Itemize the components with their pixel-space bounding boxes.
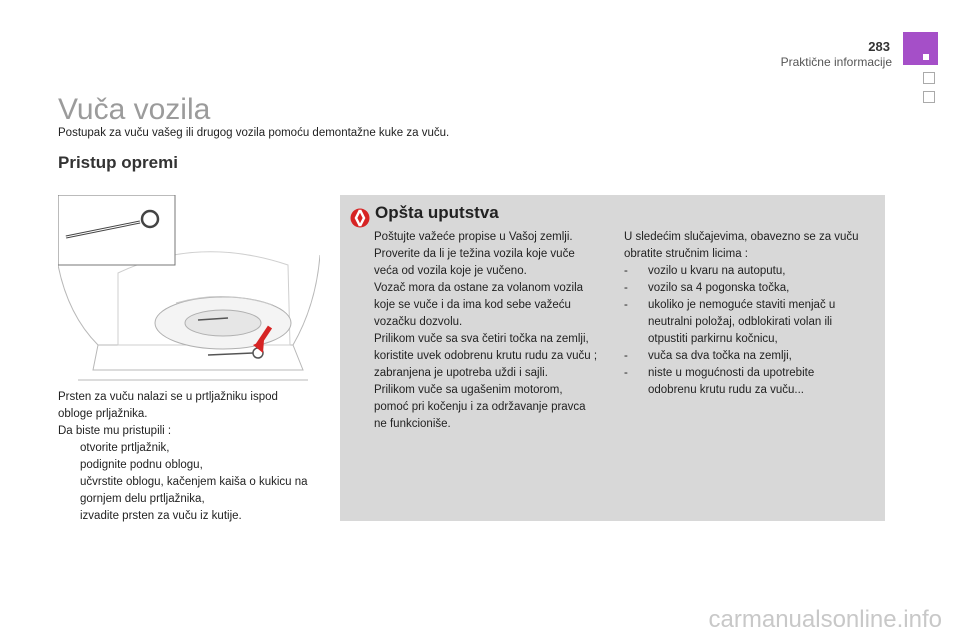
dash-marker: -: [624, 299, 628, 311]
section-heading: Pristup opremi: [58, 153, 178, 172]
page-title: Vuča vozila: [58, 93, 211, 126]
access-steps: [58, 440, 308, 525]
chapter-tab-active[interactable]: [903, 32, 938, 65]
intro-text: Postupak za vuču vašeg ili drugog vozila pomoću demontažne kuke za vuču.: [58, 127, 450, 139]
dash-marker: -: [624, 265, 628, 277]
access-lead: Da biste mu pristupili :: [58, 425, 172, 437]
list-item: - ukoliko je nemoguće staviti menjač u neutralni položaj, odblokirati volan ili otpustiti parkirnu kočnicu,: [624, 299, 836, 345]
dash-marker: -: [624, 367, 628, 379]
dash-marker: -: [624, 350, 628, 362]
panel-column-right: [624, 229, 864, 399]
instruction-text: Prilikom vuče sa ugašenim motorom, pomoć pri kočenju i za održavanje pravca ne funkcioniše.: [374, 384, 586, 430]
cases-lead: U sledećim slučajevima, obavezno se za vuču obratite stručnim licima :: [624, 231, 859, 260]
list-item: - niste u mogućnosti da upotrebite odobrenu krutu rudu za vuču...: [624, 367, 815, 396]
location-text: Prsten za vuču nalazi se u prtljažniku ispod obloge prljažnika.: [58, 391, 278, 420]
instruction-text: Prilikom vuče sa sva četiri točka na zemlji, koristite uvek odobrenu krutu rudu za vuču ; zabranjena je upotreba uždi i sajli.: [374, 333, 598, 379]
instruction-text: Vozač mora da ostane za volanom vozila koje se vuče i da ima kod sebe važeću vozačku dozvolu.: [374, 282, 584, 328]
section-label: Praktične informacije: [780, 55, 892, 69]
tab-marker-icon: [923, 54, 929, 60]
dash-marker: -: [624, 282, 628, 294]
list-item: - vozilo sa 4 pogonska točka,: [624, 280, 864, 297]
list-item: podignite podnu oblogu,: [80, 459, 203, 471]
warning-icon: [350, 208, 370, 228]
list-item: - vozilo u kvaru na autoputu,: [624, 263, 864, 280]
list-item: - vuča sa dva točka na zemlji,: [624, 348, 864, 365]
panel-title: Opšta uputstva: [375, 203, 499, 222]
general-instructions-panel: [340, 195, 885, 521]
watermark: carmanualsonline.info: [708, 606, 942, 633]
list-item: učvrstite oblogu, kačenjem kaiša o kukicu na gornjem delu prtljažnika,: [80, 476, 308, 505]
list-item: izvadite prsten za vuču iz kutije.: [80, 510, 242, 522]
cases-list: [624, 263, 864, 399]
chapter-tab[interactable]: [923, 91, 935, 103]
trunk-illustration: [58, 195, 320, 385]
list-item: otvorite prtljažnik,: [80, 442, 170, 454]
page-number: 283: [868, 39, 890, 54]
instruction-text: Proverite da li je težina vozila koje vuče veća od vozila koje je vučeno.: [374, 248, 575, 277]
access-instructions: [58, 389, 308, 525]
panel-column-left: [374, 229, 600, 433]
chapter-tab[interactable]: [923, 72, 935, 84]
instruction-text: Poštujte važeće propise u Vašoj zemlji.: [374, 231, 573, 243]
